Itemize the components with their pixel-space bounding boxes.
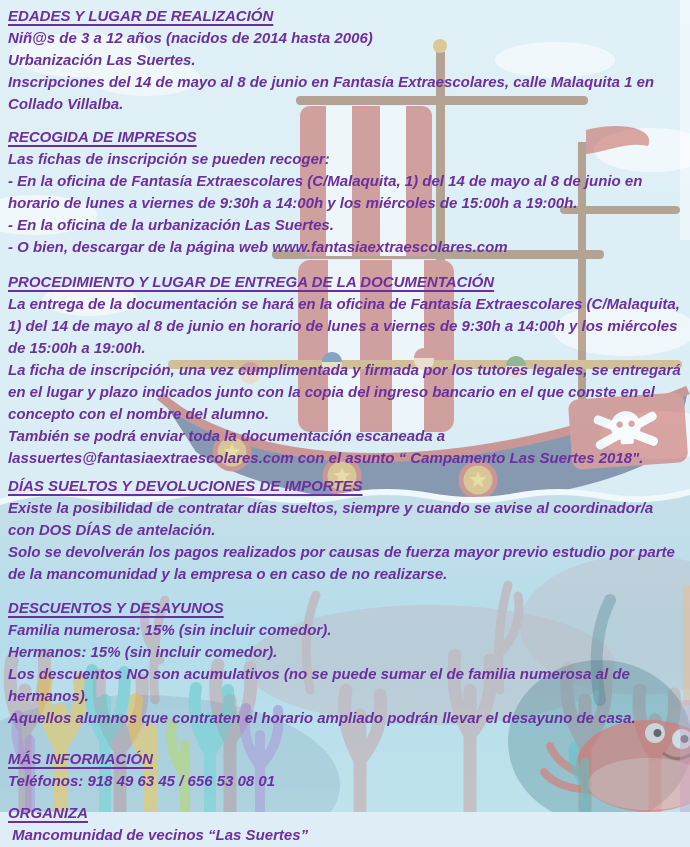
section-dias-sueltos: [8, 476, 682, 586]
section-mas-informacion: [8, 749, 682, 793]
paragraph: Inscripciones del 14 de mayo al 8 de junio en Fantasía Extraescolares, calle Malaquita 1 en Collado Villalba.: [8, 74, 659, 113]
section-heading: PROCEDIMIENTO Y LUGAR DE ENTREGA DE LA DOCUMENTACIÓN: [8, 274, 495, 291]
paragraph: Teléfonos: 918 49 63 45 / 656 53 08 01: [8, 773, 276, 790]
section-heading: MÁS INFORMACIÓN: [8, 751, 153, 768]
paragraph: Hermanos: 15% (sin incluir comedor).: [8, 644, 278, 661]
section-heading: EDADES Y LUGAR DE REALIZACIÓN: [8, 8, 274, 25]
section-heading: ORGANIZA: [8, 805, 88, 822]
paragraph: La ficha de inscripción, una vez cumplimentada y firmada por los tutores legales, se entregará en el lugar y plazo indicados junto con la copia del ingreso bancario en el que conste en el concepto con el nombre del alumno.: [8, 362, 685, 423]
paragraph: - En la oficina de Fantasía Extraescolares (C/Malaquita, 1) del 14 de mayo al 8 de junio en horario de lunes a viernes de 9:30h a 14:00h y los miércoles de 15:00h a 19:00h.: [8, 173, 647, 212]
paragraph: Las fichas de inscripción se pueden recoger:: [8, 151, 330, 168]
paragraph: Urbanización Las Suertes.: [8, 52, 196, 69]
paragraph: También se podrá enviar toda la documentación escaneada a lassuertes@fantasiaextraescolares.com con el asunto “ Campamento Las Suertes 2018".: [8, 428, 644, 467]
section-heading: DÍAS SUELTOS Y DEVOLUCIONES DE IMPORTES: [8, 478, 363, 495]
section-recogida: [8, 127, 682, 259]
paragraph: - O bien, descargar de la página web www.fantasiaextraescolares.com: [8, 239, 508, 256]
paragraph: Aquellos alumnos que contraten el horario ampliado podrán llevar el desayuno de casa.: [8, 710, 636, 727]
paragraph: - En la oficina de la urbanización Las Suertes.: [8, 217, 334, 234]
section-edades: [8, 6, 682, 116]
section-organiza: [8, 803, 682, 847]
paragraph: Solo se devolverán los pagos realizados por causas de fuerza mayor previo estudio por parte de la mancomunidad y la empresa o en caso de no realizarse.: [8, 544, 680, 583]
section-heading: RECOGIDA DE IMPRESOS: [8, 129, 197, 146]
section-descuentos: [8, 598, 682, 730]
section-heading: DESCUENTOS Y DESAYUNOS: [8, 600, 224, 617]
section-procedimiento: [8, 272, 685, 470]
paragraph: Mancomunidad de vecinos “Las Suertes”: [8, 827, 309, 844]
paragraph: Niñ@s de 3 a 12 años (nacidos de 2014 hasta 2006): [8, 30, 373, 47]
paragraph: Familia numerosa: 15% (sin incluir comedor).: [8, 622, 332, 639]
paragraph: Los descuentos NO son acumulativos (no se puede sumar el de familia numerosa al de hermanos).: [8, 666, 635, 705]
paragraph: Existe la posibilidad de contratar días sueltos, siempre y cuando se avise al coordinador/a con DOS DÍAS de antelación.: [8, 500, 658, 539]
paragraph: La entrega de la documentación se hará en la oficina de Fantasía Extraescolares (C/Malaquita, 1) del 14 de mayo al 8 de junio en horario de lunes a viernes de 9:30h a 14:00h y los miércoles de 15:00h a 19:00h.: [8, 296, 685, 357]
